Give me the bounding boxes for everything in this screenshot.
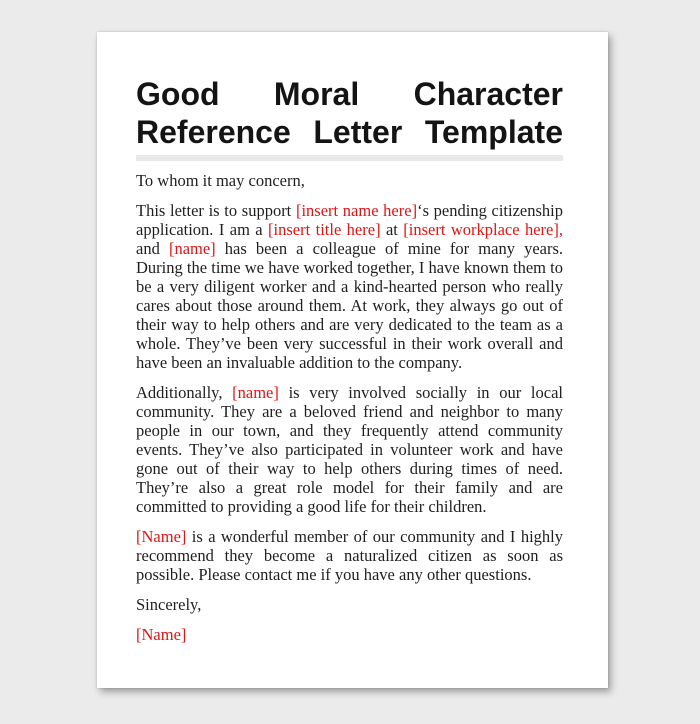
title-word: Character bbox=[413, 76, 563, 112]
placeholder-token: [name] bbox=[232, 383, 279, 402]
salutation: To whom it may concern, bbox=[136, 171, 305, 190]
placeholder-token: [insert title here] bbox=[268, 220, 381, 239]
title-word: Moral bbox=[273, 76, 360, 112]
signature-placeholder: [Name] bbox=[136, 625, 187, 644]
page-title bbox=[136, 75, 563, 151]
paragraph-text: has been a colleague of mine for many years. During the time we have worked together, I have known them to be a very diligent worker and a kind-hearted person who really cares about those around them. At work, they always go out of their way to help others and are very dedicated to the team as a whole. They’ve been very successful in their work overall and have been an invaluable addition to the company. bbox=[136, 239, 564, 372]
paragraph-text: is very involved socially in our local community. They are a beloved friend and neighbor to many people in our town, and they frequently attend community events. They’ve also participated in volunteer work and have gone out of their way to help others during times of need. They’re also a great role model for their family and are committed to providing a good life for their children. bbox=[136, 383, 563, 516]
title-line-1 bbox=[136, 75, 563, 113]
letter-paragraph bbox=[136, 201, 563, 372]
letter-paragraph bbox=[136, 527, 563, 584]
letter-paragraph bbox=[136, 383, 563, 516]
paragraph-text: and bbox=[136, 239, 169, 258]
paragraph-text: ‘s pending citizenship application. I am a bbox=[136, 201, 563, 239]
placeholder-token: [Name] bbox=[136, 527, 187, 546]
title-word: Good bbox=[136, 76, 220, 112]
title-word: Template bbox=[424, 114, 563, 150]
paragraph-text: Additionally, bbox=[136, 383, 233, 402]
title-line-2 bbox=[136, 113, 563, 151]
letter-page bbox=[97, 32, 608, 688]
title-word: Letter bbox=[313, 114, 403, 150]
placeholder-token: [insert name here] bbox=[295, 201, 418, 220]
title-underline-bar bbox=[136, 155, 563, 161]
placeholder-token: [insert workplace here], bbox=[403, 220, 563, 239]
paragraph-text: is a wonderful member of our community and I highly recommend they become a naturalized citizen as soon as possible. Please contact me if you have any other questions. bbox=[136, 527, 563, 584]
paragraph-text: at bbox=[380, 220, 404, 239]
paragraph-text: This letter is to support bbox=[136, 201, 296, 220]
placeholder-token: [name] bbox=[168, 239, 216, 258]
closing: Sincerely, bbox=[136, 595, 202, 614]
title-word: Reference bbox=[136, 114, 291, 150]
letter-paragraphs bbox=[136, 201, 563, 584]
